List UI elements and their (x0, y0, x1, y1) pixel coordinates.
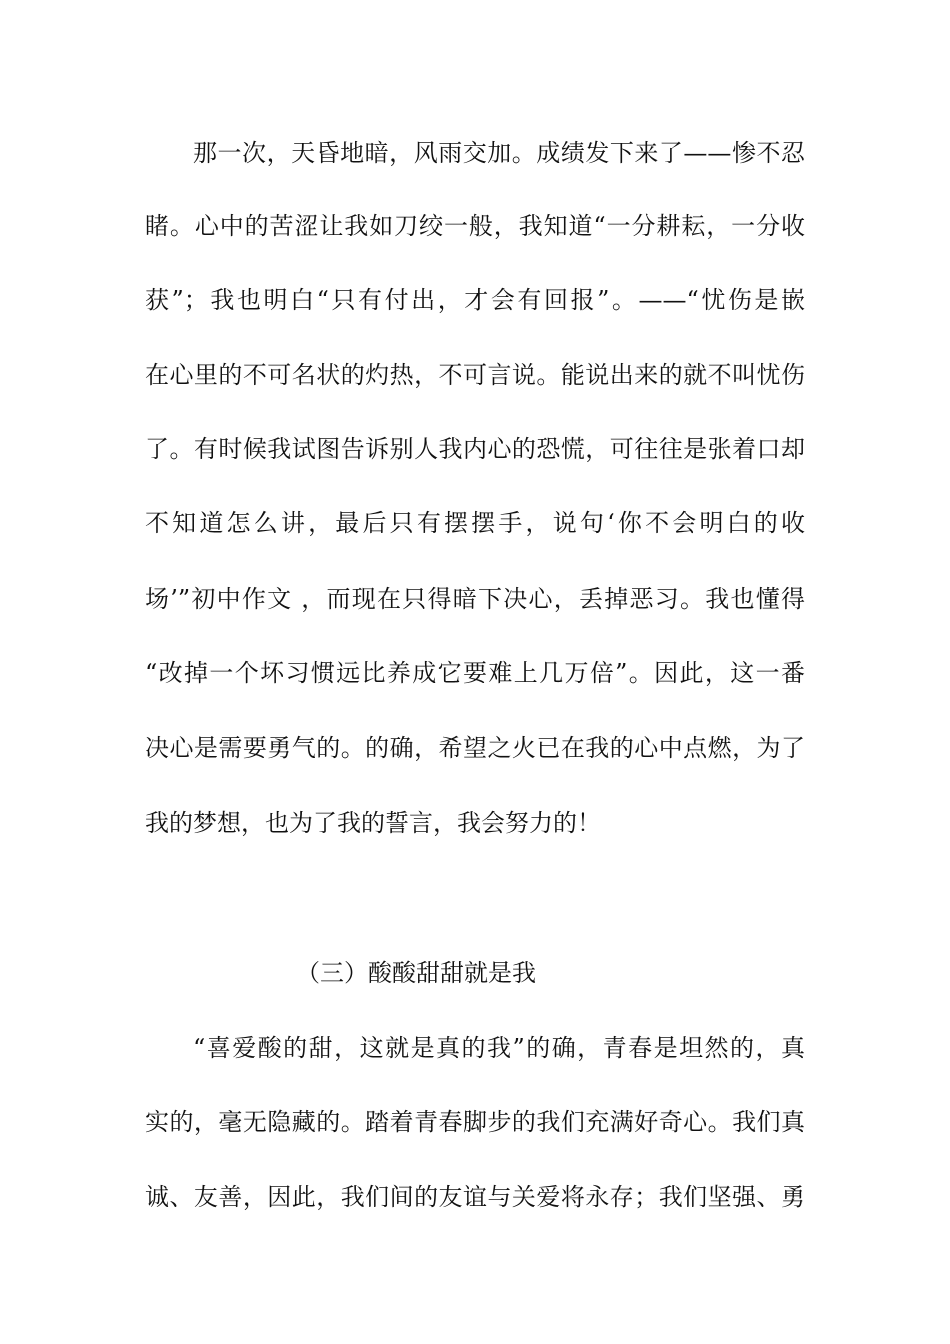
paragraph1-line-8: “改掉一个坏习惯远比养成它要难上几万倍”。因此，这一番 (145, 659, 805, 687)
paragraph1-line-4: 在心里的不可名状的灼热，不可言说。能说出来的就不叫忧伤 (145, 361, 805, 389)
section-heading: （三）酸酸甜甜就是我 (296, 959, 536, 987)
paragraph2-line-2: 实的，毫无隐藏的。踏着青春脚步的我们充满好奇心。我们真 (145, 1108, 805, 1136)
paragraph1-line-5: 了。有时候我试图告诉别人我内心的恐慌，可往往是张着口却 (145, 435, 805, 463)
paragraph2-line-3: 诚、友善，因此，我们间的友谊与关爱将永存；我们坚强、勇 (145, 1183, 805, 1211)
paragraph1-line-6: 不知道怎么讲，最后只有摆摆手，说句‘你不会明白的收 (145, 509, 805, 537)
paragraph2-line-1: “喜爱酸的甜，这就是真的我”的确，青春是坦然的，真 (193, 1034, 805, 1062)
paragraph1-line-1: 那一次，天昏地暗，风雨交加。成绩发下来了——惨不忍 (193, 139, 805, 167)
paragraph1-line-3: 获”；我也明白“只有付出，才会有回报”。——“忧伤是嵌 (145, 286, 805, 314)
paragraph1-line-7: 场’”初中作文 ，而现在只得暗下决心，丢掉恶习。我也懂得 (145, 585, 805, 613)
paragraph1-line-9: 决心是需要勇气的。的确，希望之火已在我的心中点燃，为了 (145, 734, 805, 762)
paragraph1-line-10: 我的梦想，也为了我的誓言，我会努力的！ (145, 809, 601, 837)
paragraph1-line-2: 睹。心中的苦涩让我如刀绞一般，我知道“一分耕耘，一分收 (145, 212, 805, 240)
